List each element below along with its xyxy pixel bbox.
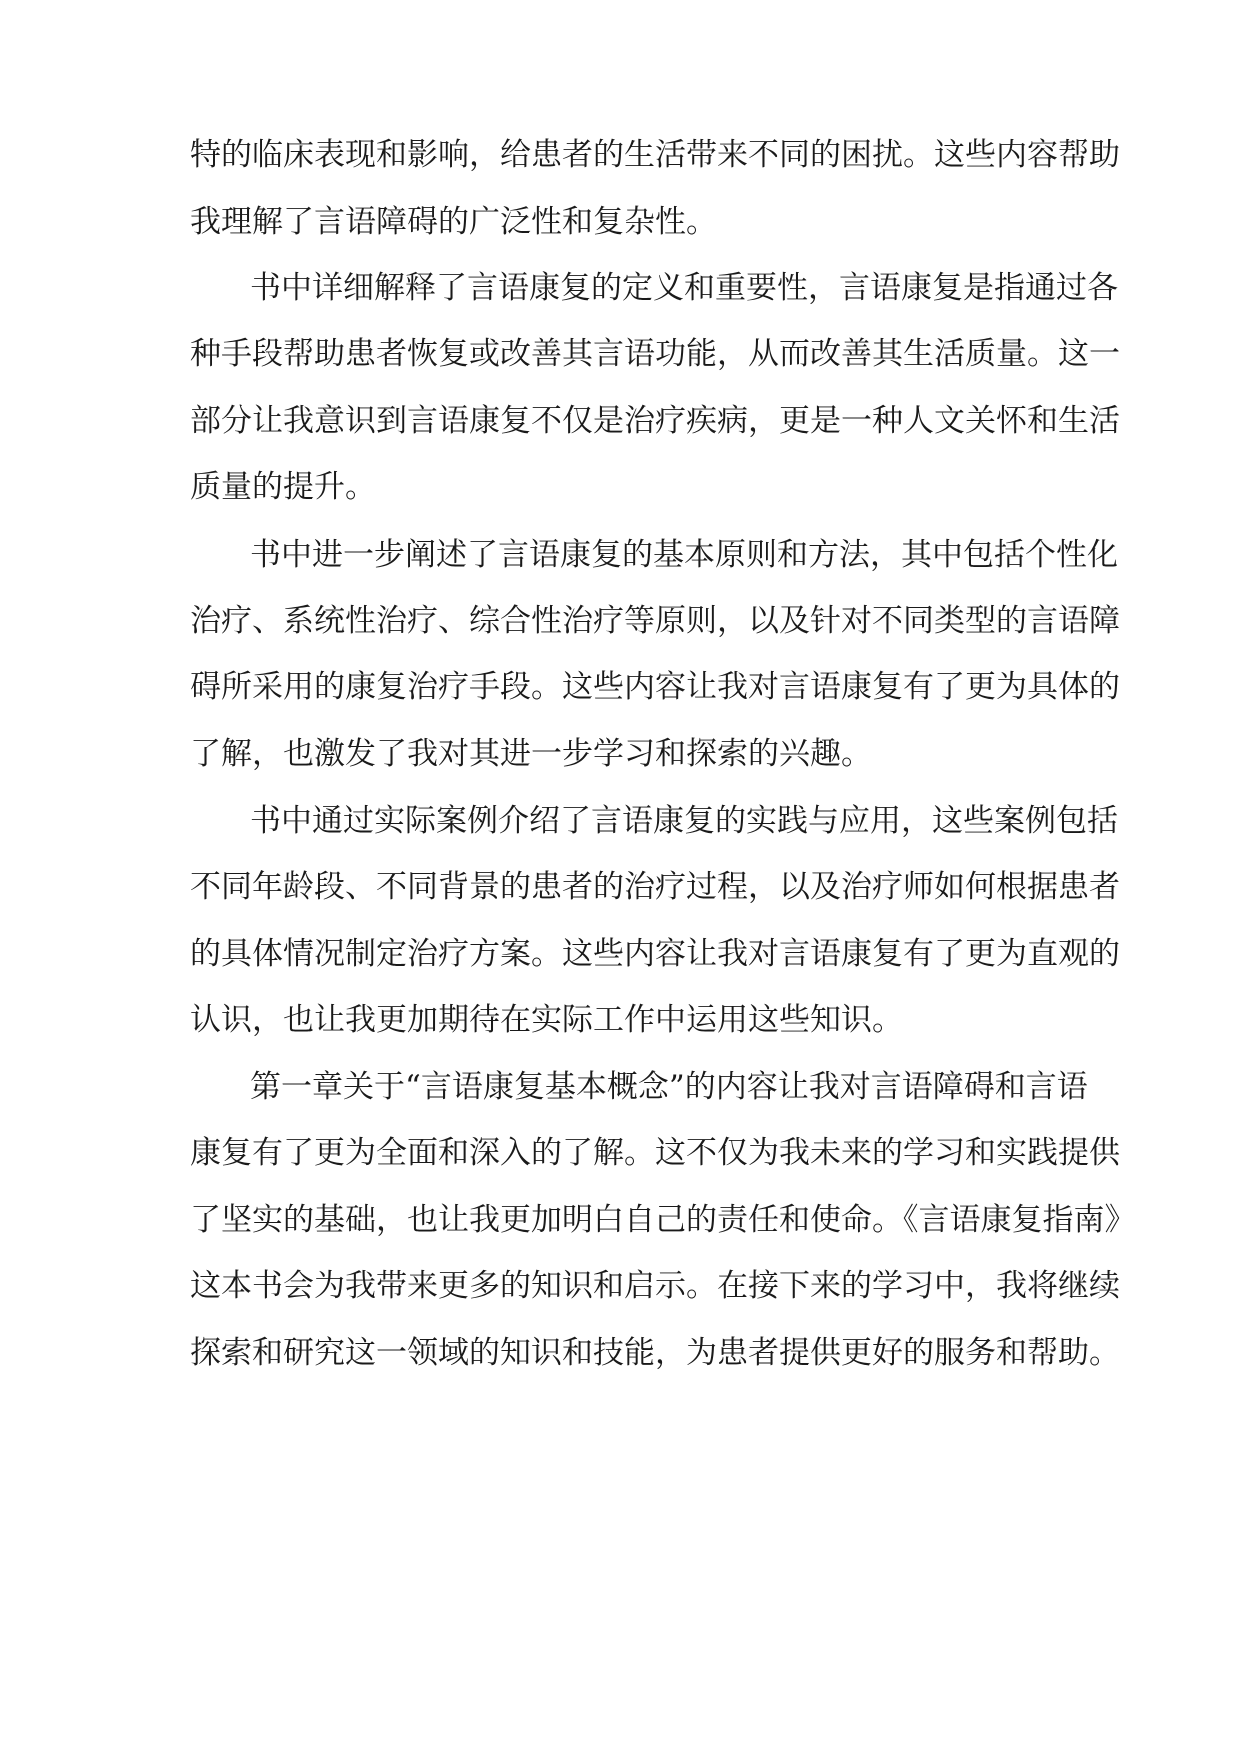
text-line: 碍所采用的康复治疗手段。这些内容让我对言语康复有了更为具体的 [190, 669, 1120, 705]
text-line: 特的临床表现和影响，给患者的生活带来不同的困扰。这些内容帮助 [190, 137, 1120, 173]
text-line: 部分让我意识到言语康复不仅是治疗疾病，更是一种人文关怀和生活 [190, 403, 1120, 439]
text-line: 种手段帮助患者恢复或改善其言语功能，从而改善其生活质量。这一 [190, 336, 1120, 372]
text-line: 的具体情况制定治疗方案。这些内容让我对言语康复有了更为直观的 [190, 936, 1120, 972]
text-line: 不同年龄段、不同背景的患者的治疗过程，以及治疗师如何根据患者 [190, 869, 1120, 905]
text-line: 我理解了言语障碍的广泛性和复杂性。 [190, 204, 717, 240]
text-line: 探索和研究这一领域的知识和技能，为患者提供更好的服务和帮助。 [190, 1335, 1120, 1371]
text-line: 康复有了更为全面和深入的了解。这不仅为我未来的学习和实践提供 [190, 1135, 1120, 1171]
paragraph-first-line: 书中详细解释了言语康复的定义和重要性，言语康复是指通过各 [250, 270, 1118, 306]
paragraph-first-line: 书中通过实际案例介绍了言语康复的实践与应用，这些案例包括 [250, 803, 1118, 839]
text-line: 这本书会为我带来更多的知识和启示。在接下来的学习中，我将继续 [190, 1268, 1120, 1304]
paragraph-first-line: 书中进一步阐述了言语康复的基本原则和方法，其中包括个性化 [250, 537, 1118, 573]
paragraph-first-line: 第一章关于“言语康复基本概念”的内容让我对言语障碍和言语 [250, 1069, 1088, 1105]
text-line: 了解，也激发了我对其进一步学习和探索的兴趣。 [190, 736, 872, 772]
text-line: 质量的提升。 [190, 469, 376, 505]
text-line: 认识，也让我更加期待在实际工作中运用这些知识。 [190, 1002, 903, 1038]
text-line: 治疗、系统性治疗、综合性治疗等原则，以及针对不同类型的言语障 [190, 603, 1120, 639]
text-line: 了坚实的基础，也让我更加明白自己的责任和使命。《言语康复指南》 [190, 1202, 1136, 1238]
